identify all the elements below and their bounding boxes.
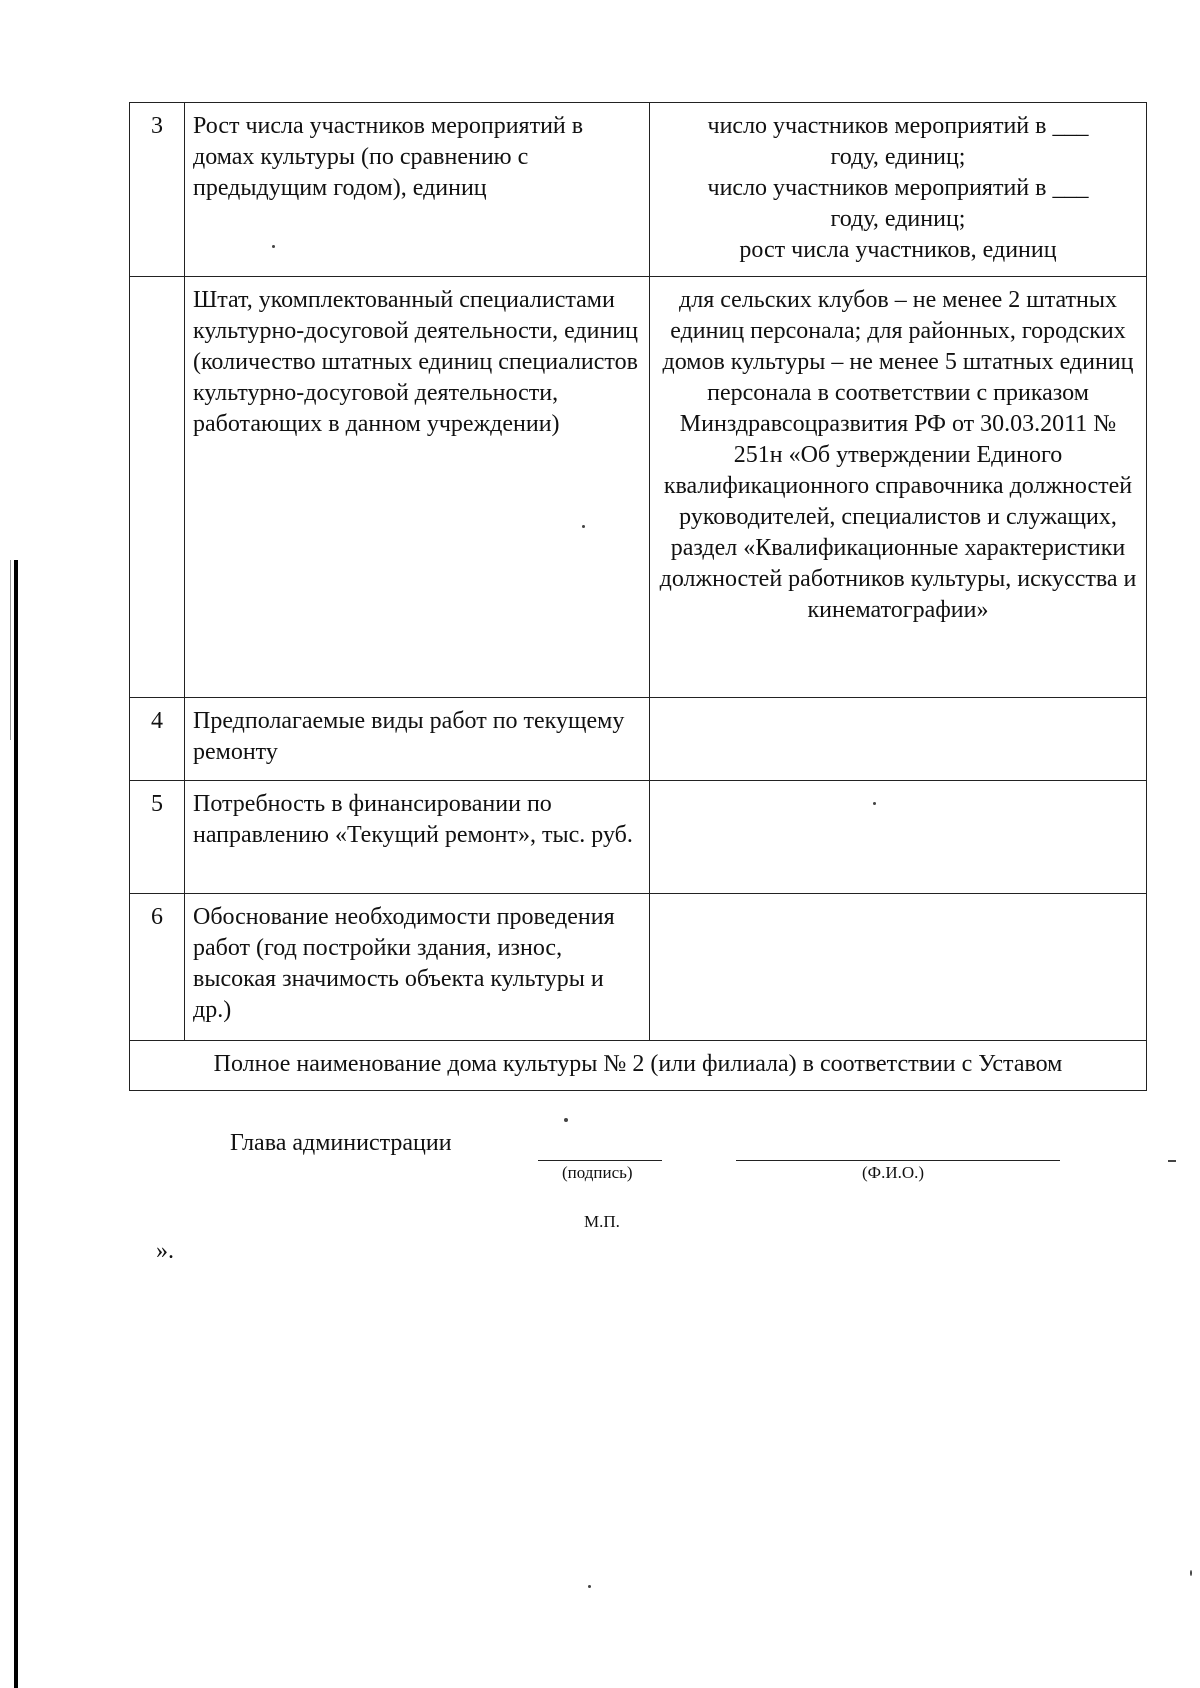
- signature-line: [538, 1160, 662, 1161]
- indicator-name: Предполагаемые виды работ по текущему ремонту: [185, 698, 650, 781]
- value-line: году, единиц;: [830, 144, 966, 170]
- scan-edge-artifact: [14, 560, 18, 1688]
- scan-speck: [564, 1118, 568, 1122]
- table-row: [130, 781, 1147, 894]
- indicator-value: [650, 698, 1147, 781]
- scan-speck: [1190, 1570, 1192, 1576]
- row-number: 4: [130, 698, 185, 781]
- indicator-name: Потребность в финансировании по направлению «Текущий ремонт», тыс. руб.: [185, 781, 650, 894]
- name-caption: (Ф.И.О.): [862, 1163, 925, 1182]
- closing-quote: ».: [156, 1238, 174, 1264]
- row-number: 6: [130, 894, 185, 1041]
- full-name-row: Полное наименование дома культуры № 2 (или филиала) в соответствии с Уставом: [130, 1041, 1147, 1091]
- scan-speck: [1168, 1160, 1176, 1162]
- indicator-value: [650, 103, 1147, 277]
- stamp-placeholder: М.П.: [584, 1212, 620, 1231]
- table-row-full: [130, 1041, 1147, 1091]
- form-table: [129, 102, 1147, 1091]
- indicator-value: [650, 781, 1147, 894]
- signature-label: Глава администрации: [230, 1130, 452, 1156]
- row-number: 5: [130, 781, 185, 894]
- scan-speck: [588, 1585, 591, 1588]
- value-line: число участников мероприятий в ___: [707, 175, 1089, 201]
- table-row: [130, 698, 1147, 781]
- value-line: году, единиц;: [830, 206, 966, 232]
- value-line: число участников мероприятий в ___: [707, 113, 1089, 139]
- table-row: [130, 894, 1147, 1041]
- indicator-value: [650, 894, 1147, 1041]
- scan-edge-artifact-thin: [10, 560, 11, 740]
- indicator-value: для сельских клубов – не менее 2 штатных единиц персонала; для районных, городских домов культуры – не менее 5 штатных единиц персонала в соответствии с приказом Минздравсоцразвития РФ от 30.03.2011 № 251н «Об утверждении Единого квалификационного справочника должностей руководителей, специалистов и служащих, раздел «Квалификационные характеристики должностей работников культуры, искусства и кинематографии»: [650, 277, 1147, 698]
- table-row: [130, 277, 1147, 698]
- row-number: 3: [130, 103, 185, 277]
- indicator-name: Рост числа участников мероприятий в домах культуры (по сравнению с предыдущим годом), единиц: [185, 103, 650, 277]
- name-line: [736, 1160, 1060, 1161]
- signature-caption: (подпись): [562, 1163, 633, 1182]
- value-line: рост числа участников, единиц: [739, 237, 1057, 263]
- indicator-name: Штат, укомплектованный специалистами культурно-досуговой деятельности, единиц (количество штатных единиц специалистов культурно-досуговой деятельности, работающих в данном учреждении): [185, 277, 650, 698]
- scan-speck: [272, 245, 275, 248]
- scan-speck: [582, 525, 585, 528]
- table-row: [130, 103, 1147, 277]
- row-number: [130, 277, 185, 698]
- indicator-name: Обоснование необходимости проведения работ (год постройки здания, износ, высокая значимость объекта культуры и др.): [185, 894, 650, 1041]
- scan-speck: [873, 802, 876, 805]
